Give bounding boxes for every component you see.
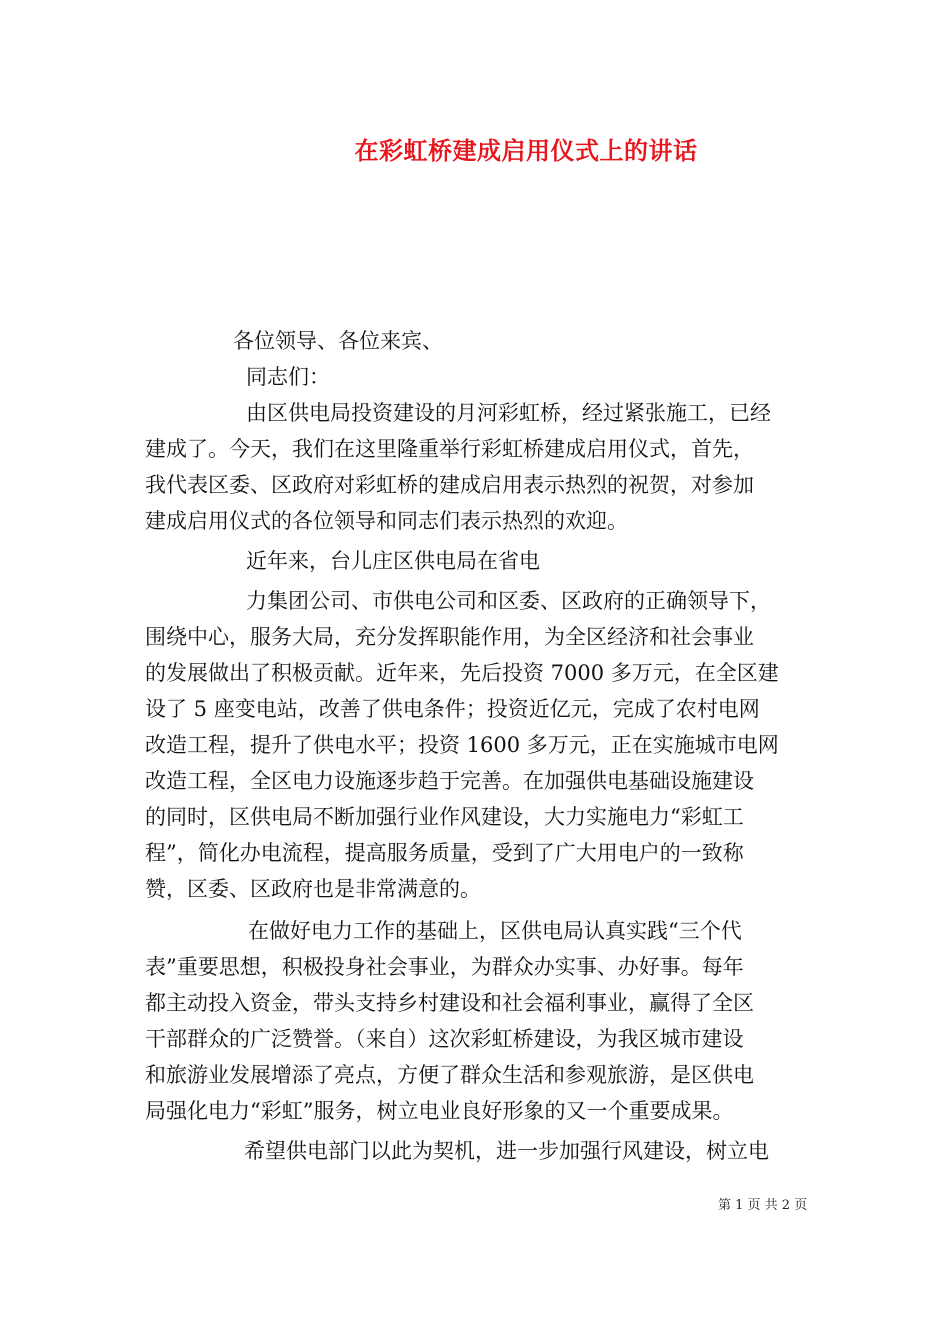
text-line: 我代表区委、区政府对彩虹桥的建成启用表示热烈的祝贺，对参加 — [145, 473, 754, 497]
text-line: 近年来，台儿庄区供电局在省电 — [246, 549, 540, 573]
document-title: 在彩虹桥建成启用仪式上的讲话 — [354, 136, 698, 165]
text-line: 围绕中心，服务大局，充分发挥职能作用，为全区经济和社会事业 — [145, 625, 754, 649]
text-line: 建成启用仪式的各位领导和同志们表示热烈的欢迎。 — [145, 509, 628, 533]
page-number: 第 1 页 共 2 页 — [718, 1198, 808, 1213]
text-line: 希望供电部门以此为契机，进一步加强行风建设，树立电 — [244, 1139, 769, 1163]
text-line: 建成了。今天，我们在这里隆重举行彩虹桥建成启用仪式，首先， — [145, 437, 754, 461]
text-line: 改造工程，全区电力设施逐步趋于完善。在加强供电基础设施建设 — [145, 769, 754, 793]
text-line: 的发展做出了积极贡献。近年来，先后投资 7000 多万元，在全区建 — [145, 661, 779, 685]
text-line: 和旅游业发展增添了亮点，方便了群众生活和参观旅游，是区供电 — [145, 1063, 754, 1087]
text-line: 在做好电力工作的基础上，区供电局认真实践“三个代 — [248, 919, 742, 943]
text-line: 的同时，区供电局不断加强行业作风建设，大力实施电力“彩虹工 — [145, 805, 744, 829]
text-line: 同志们： — [246, 365, 330, 389]
text-line: 由区供电局投资建设的月河彩虹桥，经过紧张施工，已经 — [246, 401, 771, 425]
text-line: 表”重要思想，积极投身社会事业，为群众办实事、办好事。每年 — [145, 955, 744, 979]
text-line: 设了 5 座变电站，改善了供电条件；投资近亿元，完成了农村电网 — [145, 697, 760, 721]
text-line: 力集团公司、市供电公司和区委、区政府的正确领导下， — [246, 589, 771, 613]
text-line: 程”，简化办电流程，提高服务质量，受到了广大用电户的一致称 — [145, 841, 744, 865]
text-line: 都主动投入资金，带头支持乡村建设和社会福利事业，赢得了全区 — [145, 991, 754, 1015]
text-line: 干部群众的广泛赞誉。（来自）这次彩虹桥建设，为我区城市建设 — [145, 1027, 744, 1051]
text-line: 改造工程，提升了供电水平；投资 1600 多万元，正在实施城市电网 — [145, 733, 779, 757]
text-line: 各位领导、各位来宾、 — [233, 329, 443, 353]
text-line: 局强化电力“彩虹”服务，树立电业良好形象的又一个重要成果。 — [145, 1099, 734, 1123]
text-line: 赞，区委、区政府也是非常满意的。 — [145, 877, 481, 901]
